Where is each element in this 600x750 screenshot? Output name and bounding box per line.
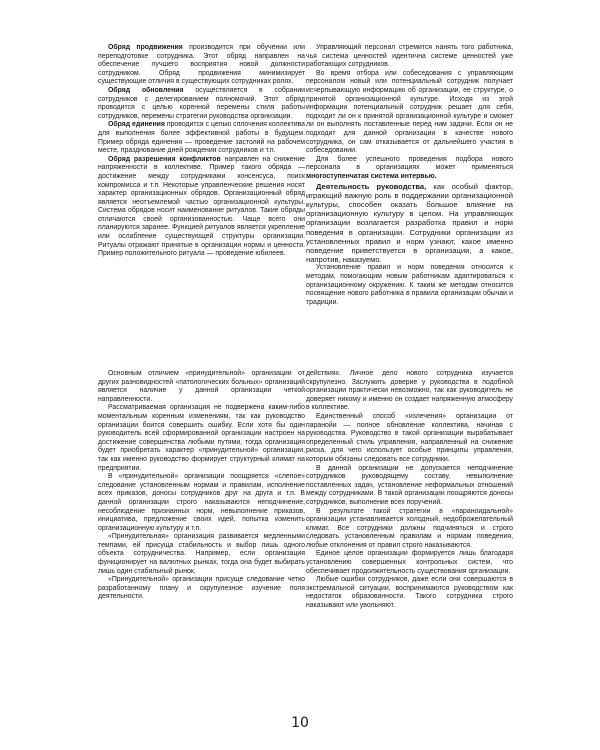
paragraph: [306, 182, 513, 265]
text-column-bottom-right: [306, 370, 513, 611]
paragraph-text: Единое целое организации формируется лишь благодаря установлению совершенных контрольных систем, что обеспечивает продолжительность существования организации.: [306, 550, 513, 575]
text-column-bottom-left: [98, 370, 305, 602]
paragraph-lead: Деятельность руководства,: [316, 181, 427, 191]
paragraph: [306, 576, 513, 610]
paragraph-lead: Обряд разрешения конфликтов: [108, 155, 221, 163]
paragraph: [98, 404, 305, 473]
paragraph: [306, 264, 513, 307]
paragraph-text: В результате такой стратегии в «параноидальной» организации устанавливается холодный, недоброжелательный климат. Все сотрудники должны подчиняться и строго следовать установленным правилам и нормам поведения, любые отклонения от правил строго наказываются.: [306, 507, 513, 549]
paragraph: [306, 370, 513, 413]
paragraph-text: Любые ошибки сотрудников, даже если они совершаются в экстремальной ситуации, воспринимаются руководством как недостаток образованности. Такого сотрудника строго наказывают или увольняют.: [306, 576, 513, 610]
paragraph-text: Установление правил и норм поведения относится к методам, помогающим новым работникам адаптироваться к организационному окружению. К таким же методам относится посвящение нового работника в правила организации обычаи и традиции.: [306, 264, 513, 306]
paragraph-text: проводится с целью сплочения коллектива для выполнения более эффективной работы в будущем. Пример обряда единения — проведение застолий на рабочем месте, празднование дней рождения сотрудников и т.п.: [98, 121, 305, 155]
paragraph: [98, 473, 305, 533]
paragraph-text: Во время отбора или собеседования с управляющим персоналом новый или потенциальный сотрудник получает исчерпывающую информацию об организации, ее структуре, о принятой организационной культуре. Исходя из этой информации потенциальный сотрудник решает для себя, подходит ли он к принятой организационной культуре и сможет ли он выполнять поставленные перед ним задачи. Если он не подходит для данной организации в качестве нового сотрудника, он сам отказывается от дальнейшего участия в собеседовании.: [306, 69, 513, 155]
paragraph-text: действиях. Личное дело нового сотрудника изучается скрупулезно. Заслужить доверие у руководства в подобной организации практически невозможно, так как руководитель не доверяет никому и именно он создает напряженную атмосферу в коллективе.: [306, 370, 513, 412]
paragraph-text: осуществляется в собрании сотрудников с делегированием полномочий. Этот обряд проводится с целью коренной перемены стиля работы сотрудников, перемены стратегии руководства организации.: [98, 86, 306, 120]
paragraph-text: «Принудительной» организации присуще следование четко разработанному плану и скрупулезное изучение поля деятельности.: [98, 576, 305, 601]
paragraph: [98, 576, 305, 602]
paragraph: [98, 370, 305, 404]
page-number: 10: [291, 715, 309, 731]
paragraph: [306, 465, 513, 508]
paragraph: [306, 156, 513, 182]
paragraph-text: Единственный способ «излечения» организации от паранойи — полное обновление коллектива, начиная с руководства. Руководство в такой организации вырабатывает определенный стиль управления, направленный на снижение риска, для чего использует особые принципы управления, которым обязаны следовать все сотрудники.: [306, 412, 513, 463]
paragraph-text: Рассматриваемая организация не подвержена каким-либо моментальным коренным изменениям, так как руководство организации боится совершить ошибку. Если хотя бы один руководитель всей сформированной организации настроен на достижение совершенства любыми путями, тогда организация будет приобретать характер «принудительной» организации, так как именно руководство формирует структурный климат на предприятии.: [98, 404, 305, 472]
paragraph-lead: Обряд продвижения: [108, 44, 183, 51]
paragraph-text: Для более успешного проведения подбора нового персонала в организациях может применяться: [306, 155, 513, 172]
paragraph: [306, 508, 513, 551]
paragraph: [306, 413, 513, 465]
paragraph: [98, 44, 305, 87]
paragraph-lead: Обряд единения: [108, 121, 165, 129]
paragraph: [306, 44, 513, 70]
text-column-top-right: [306, 44, 513, 307]
paragraph-text: В «принудительной» организации поощряется «слепое» следование установленным нормам и правилам, исполнение всех приказов, доносы сотрудников друг на друга и т.п. В данной организации строго наказываются неподчинение, несоблюдение признанных норм, невыполнение приказов, инициатива, предложение своих идей, попытка изменить организационную культуру и т.п.: [98, 473, 305, 532]
paragraph-text: В данной организации не допускается неподчинение сотрудников руководящему составу, невыполнение поставленных задач, установление неформальных отношений между сотрудниками. В такой организации поощряются доносы сотрудников, выполнение всех поручений.: [306, 464, 513, 506]
paragraph-bold-tail: многоступенчатая система интервью.: [306, 172, 437, 180]
paragraph: [306, 70, 513, 156]
paragraph: [98, 156, 305, 259]
text-column-top-left: [98, 44, 305, 259]
paragraph-lead: Обряд обновления: [108, 86, 184, 94]
paragraph-text: производится при обучении или переподготовке сотрудника. Этот обряд направлен на обеспечение лучшего восприятия новой должности сотрудником. Обряд продвижения минимизирует существующие отличия в существующих сотрудниках ролях.: [98, 44, 305, 86]
paragraph-text: Управляющий персонал стремится нанять того работника, чья система ценностей идентична системе ценностей уже работающих сотрудников.: [306, 44, 513, 69]
paragraph-text: Основным отличием «принудительной» организации от других разновидностей «патологических больных» организаций является наличие у данной организации четкой направленности.: [98, 370, 305, 403]
paragraph: [98, 87, 305, 121]
paragraph: [98, 533, 305, 576]
paragraph: [306, 550, 513, 576]
paragraph-text: как особый фактор, играющий важную роль в поддержании организационной культуры, способен оказать большое влияние на организационную культуру в целом. На управляющих организации возлагается разработка правил и норм поведения в организации. Сотрудники организации из установленных правил и норм узнают, какое именно поведение приветствуется в организации, а какое, напротив, наказуемо.: [306, 181, 513, 265]
paragraph: [98, 121, 305, 155]
paragraph-text: «Принудительная» организация развивается медленными темпами, ей присуща стабильность и выбор лишь одного объекта сотрудничества. Например, если организация функционирует на валютных рынках, тогда она будет выбирать лишь один стабильный рынок.: [98, 533, 305, 575]
paragraph-text: направлен на снижение напряженности в коллективе. Пример такого обряда — достижение между сотрудниками консенсуса, поиск компромисса и т.п. Некоторые управленческие решения носят характер организационных обрядов. Организационный обряд является неотъемлемой частью организационной культуры. Система обрядов носит наименование ритуалов. Такие обряды отличаются своей организованностью. Чаще всего они планируются заранее. Функцией ритуалов является укрепление или ослабление существующей структуры организации. Ритуалы отражают принятые в организации нормы и ценности. Пример положительного ритуала — проведение юбилеев.: [98, 155, 306, 258]
